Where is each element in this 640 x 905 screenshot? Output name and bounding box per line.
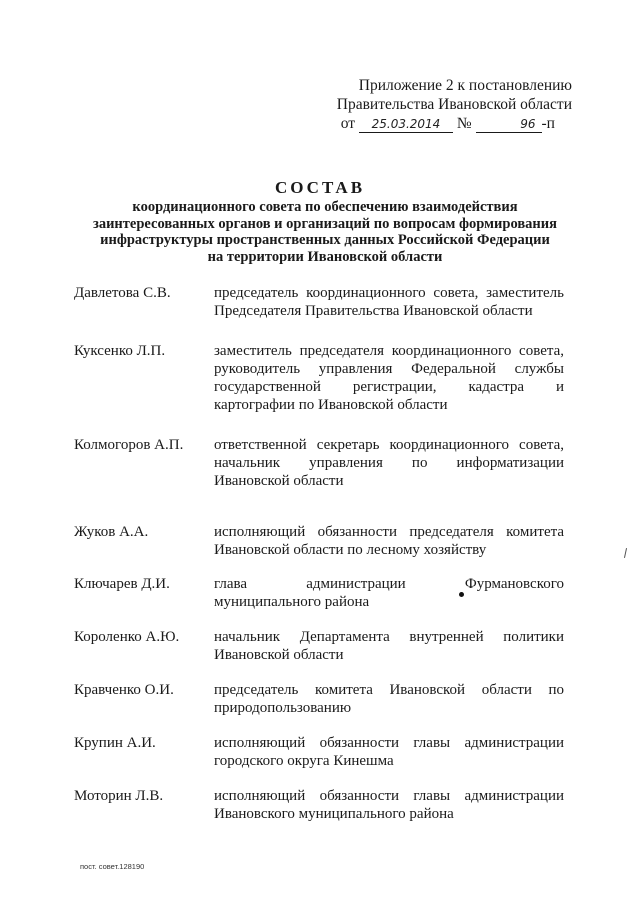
member-row bbox=[74, 681, 564, 717]
member-row bbox=[74, 575, 564, 611]
role-line: Председателя Правительства Ивановской области bbox=[214, 303, 533, 319]
scan-artifact bbox=[624, 548, 627, 558]
member-name: Жуков А.А. bbox=[74, 524, 149, 540]
member-row bbox=[74, 628, 564, 664]
role-line: председатель координационного совета, заместитель bbox=[214, 285, 564, 301]
role-line: исполняющий обязанности председателя комитета bbox=[214, 524, 564, 540]
document-subtitle bbox=[60, 199, 590, 265]
appendix-header bbox=[337, 76, 572, 133]
member-role bbox=[214, 681, 564, 717]
member-name: Моторин Л.В. bbox=[74, 788, 164, 804]
footer-code: пост. совет.128190 bbox=[80, 862, 145, 871]
role-line: председатель комитета Ивановской области по bbox=[214, 682, 564, 698]
member-row bbox=[74, 436, 564, 490]
appendix-date-line bbox=[341, 114, 572, 133]
role-line: Ивановской области bbox=[214, 647, 344, 663]
member-role bbox=[214, 575, 564, 611]
member-name: Короленко А.Ю. bbox=[74, 629, 180, 645]
member-name: Крупин А.И. bbox=[74, 735, 156, 751]
role-line: начальник управления по информатизации bbox=[214, 455, 564, 471]
member-role bbox=[214, 436, 564, 490]
role-line: Ивановской области по лесному хозяйству bbox=[214, 542, 487, 558]
member-row bbox=[74, 523, 564, 559]
role-line: картографии по Ивановской области bbox=[214, 397, 448, 413]
role-line: городского округа Кинешма bbox=[214, 753, 394, 769]
role-line: начальник Департамента внутренней политики bbox=[214, 629, 564, 645]
subtitle-line: на территории Ивановской области bbox=[207, 248, 443, 265]
document-title: СОСТАВ bbox=[274, 178, 366, 197]
role-line: исполняющий обязанности главы администрации bbox=[214, 735, 564, 751]
member-name: Ключарев Д.И. bbox=[74, 576, 170, 592]
appendix-line-2: Правительства Ивановской области bbox=[336, 96, 572, 113]
date-prefix: от bbox=[340, 115, 356, 132]
role-line: заместитель председателя координационного совета, bbox=[214, 343, 564, 359]
member-role bbox=[214, 787, 564, 823]
role-line: государственной регистрации, кадастра и bbox=[214, 379, 564, 395]
member-name: Куксенко Л.П. bbox=[74, 343, 166, 359]
number-suffix: -п bbox=[541, 115, 555, 132]
role-line: глава администрации Фурмановского bbox=[214, 576, 564, 592]
member-name: Колмогоров А.П. bbox=[74, 437, 184, 453]
member-role bbox=[214, 734, 564, 770]
role-line: исполняющий обязанности главы администрации bbox=[214, 788, 564, 804]
number-prefix: № bbox=[456, 115, 472, 132]
role-line: ответственной секретарь координационного совета, bbox=[214, 437, 564, 453]
member-name: Кравченко О.И. bbox=[74, 682, 174, 698]
member-name: Давлетова С.В. bbox=[74, 285, 171, 301]
members-list bbox=[74, 284, 564, 823]
member-role bbox=[214, 523, 564, 559]
role-line: муниципального района bbox=[214, 594, 370, 610]
member-role bbox=[214, 284, 564, 320]
ink-dot bbox=[459, 592, 464, 597]
member-row bbox=[74, 284, 564, 320]
handwritten-date: 25.03.2014 bbox=[359, 117, 453, 133]
role-line: природопользованию bbox=[214, 700, 352, 716]
subtitle-line: координационного совета по обеспечению взаимодействия bbox=[132, 199, 518, 215]
member-row bbox=[74, 734, 564, 770]
role-line: Ивановского муниципального района bbox=[214, 806, 454, 822]
subtitle-line: заинтересованных органов и организаций по вопросам формирования bbox=[93, 215, 557, 232]
appendix-line-1: Приложение 2 к постановлению bbox=[358, 77, 572, 94]
member-role bbox=[214, 342, 564, 414]
subtitle-line: инфраструктуры пространственных данных Российской Федерации bbox=[100, 232, 550, 248]
handwritten-number: 96 bbox=[476, 117, 542, 133]
role-line: руководитель управления Федеральной службы bbox=[214, 361, 564, 377]
member-row bbox=[74, 342, 564, 414]
member-role bbox=[214, 628, 564, 664]
role-line: Ивановской области bbox=[214, 473, 344, 489]
member-row bbox=[74, 787, 564, 823]
